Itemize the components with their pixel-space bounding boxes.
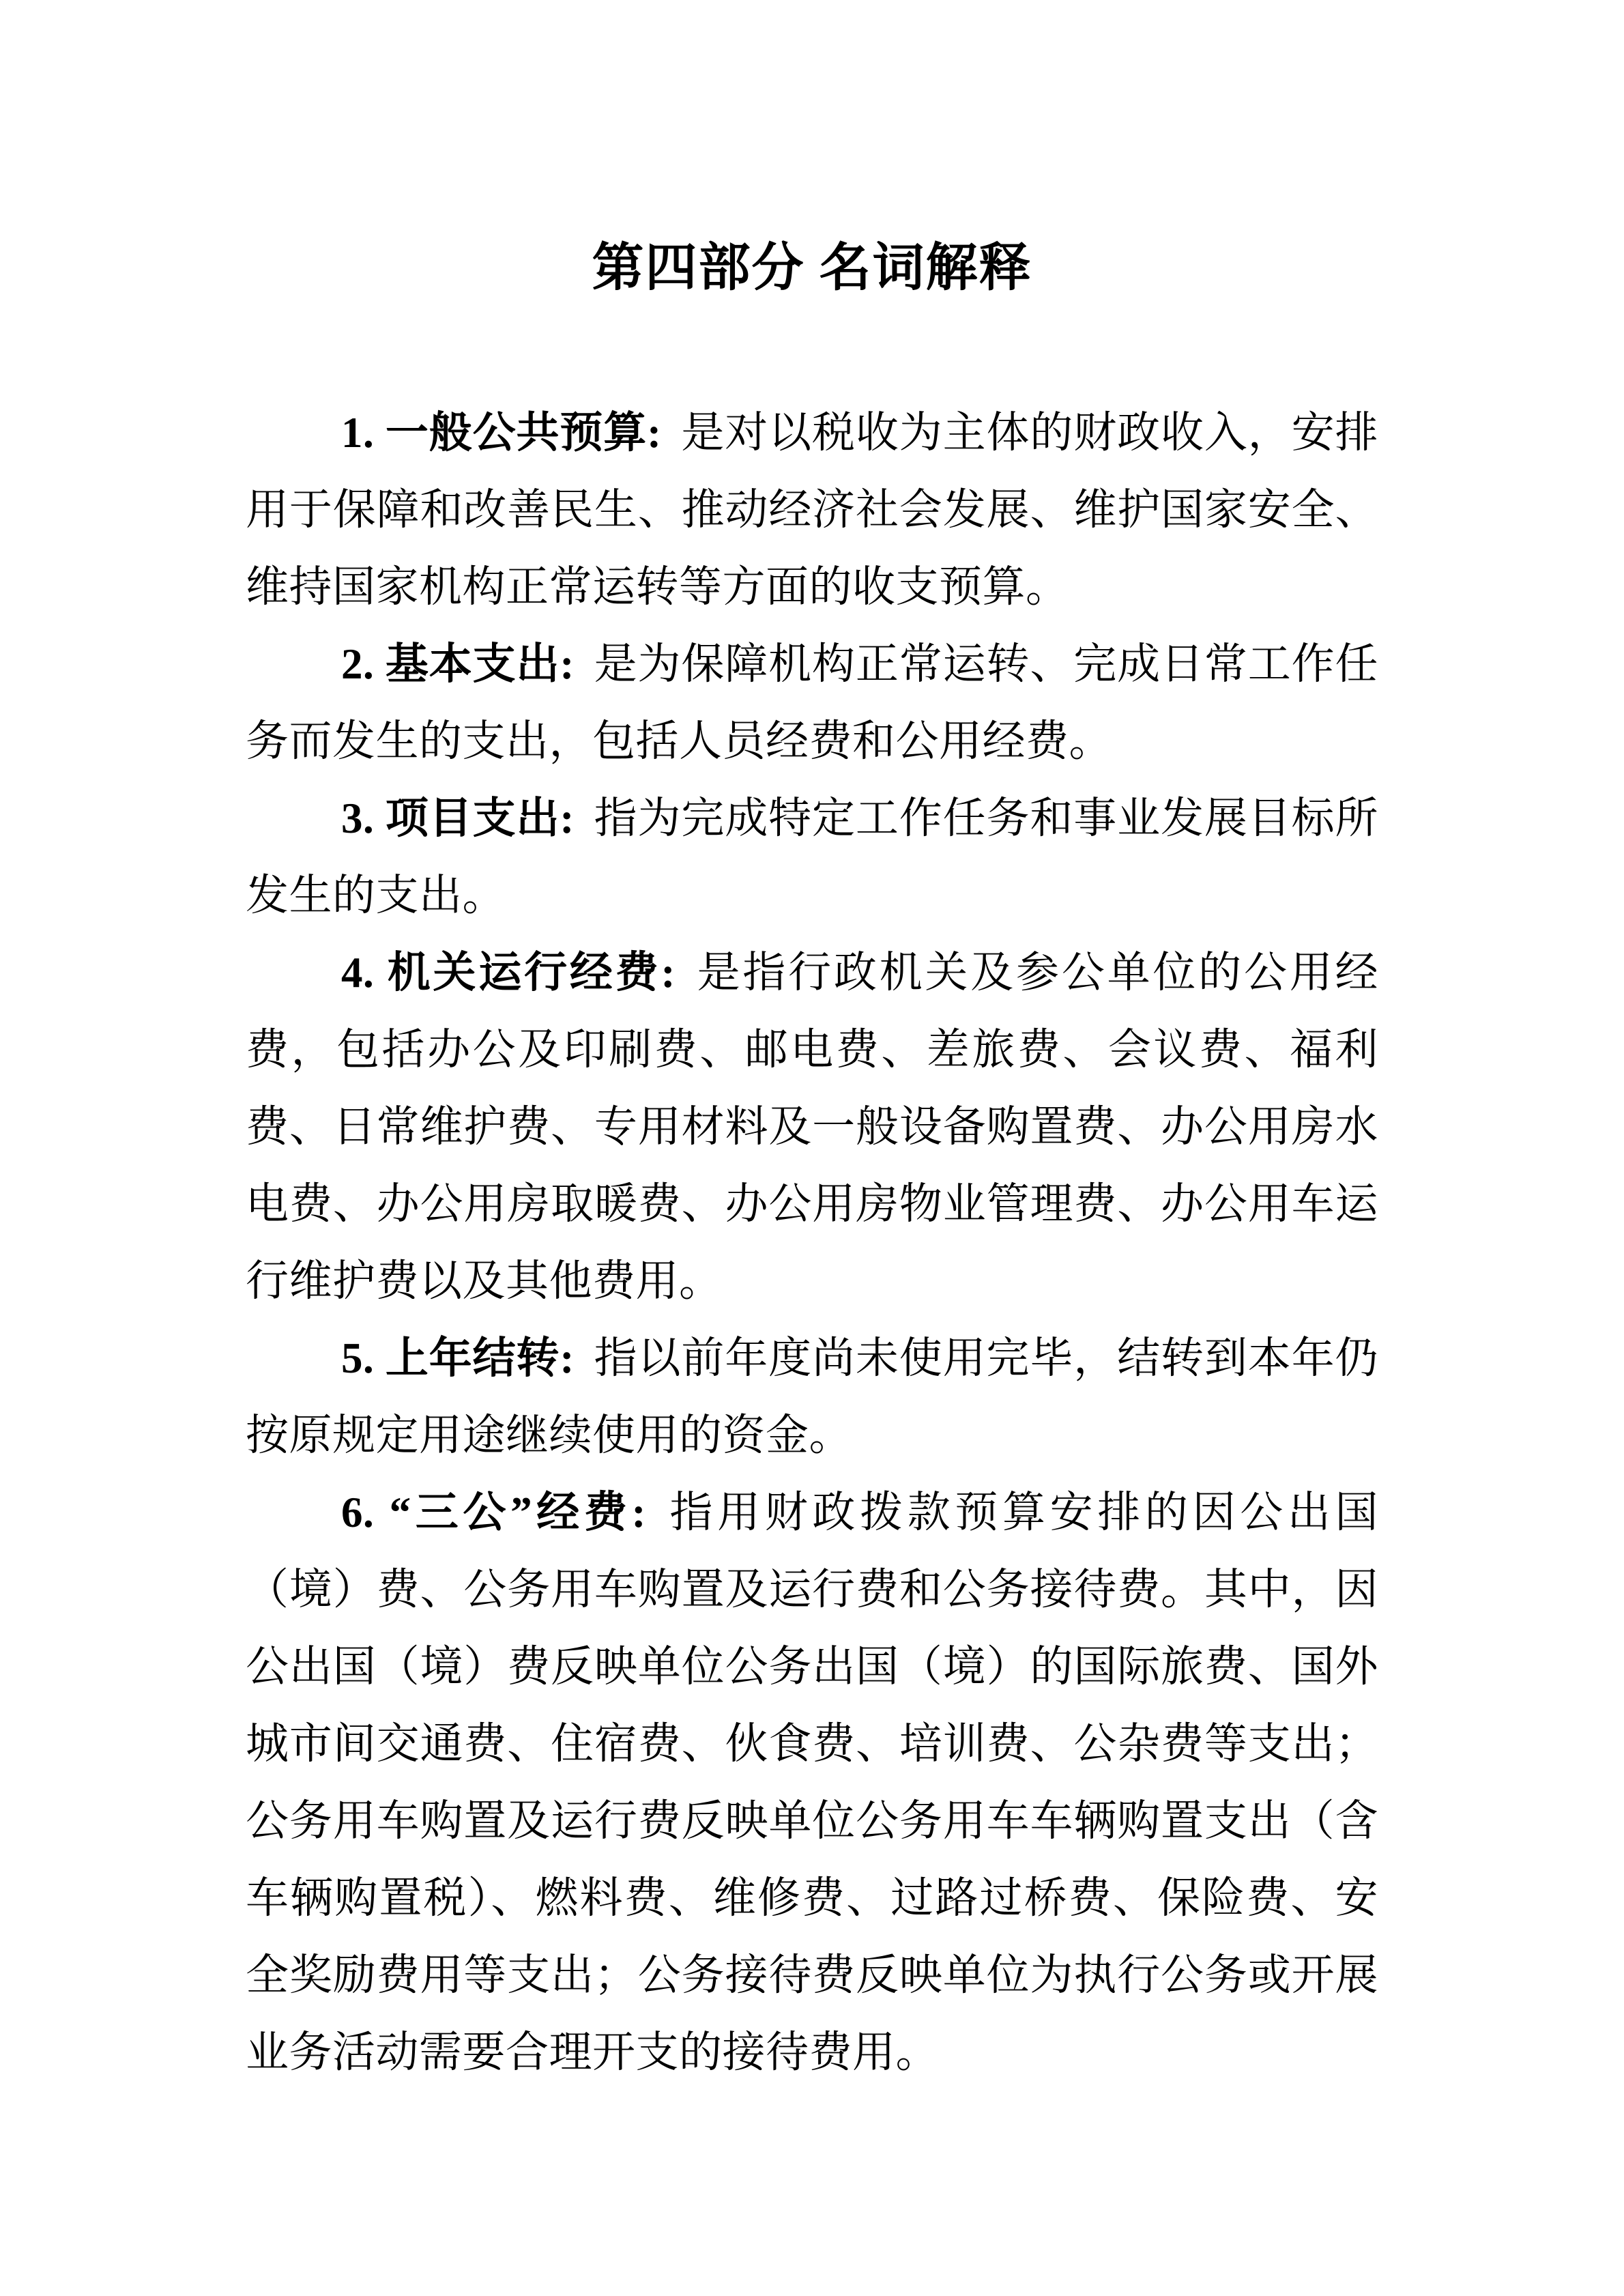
term-definition: 是对以税收为主体的财政收入，安排用于保障和改善民生、推动经济社会发展、维护国家安全、维持国家机构正常运转等方面的收支预算。 xyxy=(246,409,1379,611)
term-label: 1. 一般公共预算: xyxy=(341,409,662,457)
term-paragraph-project-expenditure xyxy=(246,780,1378,934)
term-paragraph-agency-operating-funds xyxy=(246,934,1378,1320)
term-label: 4. 机关运行经费: xyxy=(341,949,676,996)
term-definition: 指用财政拨款预算安排的因公出国（境）费、公务用车购置及运行费和公务接待费。其中，因公出国（境）费反映单位公务出国（境）的国际旅费、国外城市间交通费、住宿费、伙食费、培训费、公杂费等支出；公务用车购置及运行费反映单位公务用车车辆购置支出（含车辆购置税）、燃料费、维修费、过路过桥费、保险费、安全奖励费用等支出；公务接待费反映单位为执行公务或开展业务活动需要合理开支的接待费用。 xyxy=(246,1489,1379,2076)
page-title: 第四部分 名词解释 xyxy=(592,240,1032,297)
term-paragraph-prior-year-carryover xyxy=(246,1320,1378,1474)
term-definition: 是指行政机关及参公单位的公用经费，包括办公及印刷费、邮电费、差旅费、会议费、福利费、日常维护费、专用材料及一般设备购置费、办公用房水电费、办公用房取暖费、办公用房物业管理费、办公用车运行维护费以及其他费用。 xyxy=(246,949,1379,1305)
term-definition: 是为保障机构正常运转、完成日常工作任务而发生的支出，包括人员经费和公用经费。 xyxy=(246,640,1379,765)
term-label: 5. 上年结转: xyxy=(341,1334,575,1382)
term-paragraph-general-public-budget xyxy=(246,394,1378,626)
term-definition: 指以前年度尚未使用完毕，结转到本年仍按原规定用途继续使用的资金。 xyxy=(246,1334,1379,1459)
terms-section xyxy=(246,394,1378,2091)
term-label: 2. 基本支出: xyxy=(341,640,575,688)
term-paragraph-basic-expenditure xyxy=(246,626,1378,780)
term-label: 3. 项目支出: xyxy=(341,794,575,842)
term-paragraph-three-public-funds xyxy=(246,1474,1378,2091)
term-label: 6. “三公”经费: xyxy=(341,1489,646,1536)
term-definition: 指为完成特定工作任务和事业发展目标所发生的支出。 xyxy=(246,794,1379,919)
